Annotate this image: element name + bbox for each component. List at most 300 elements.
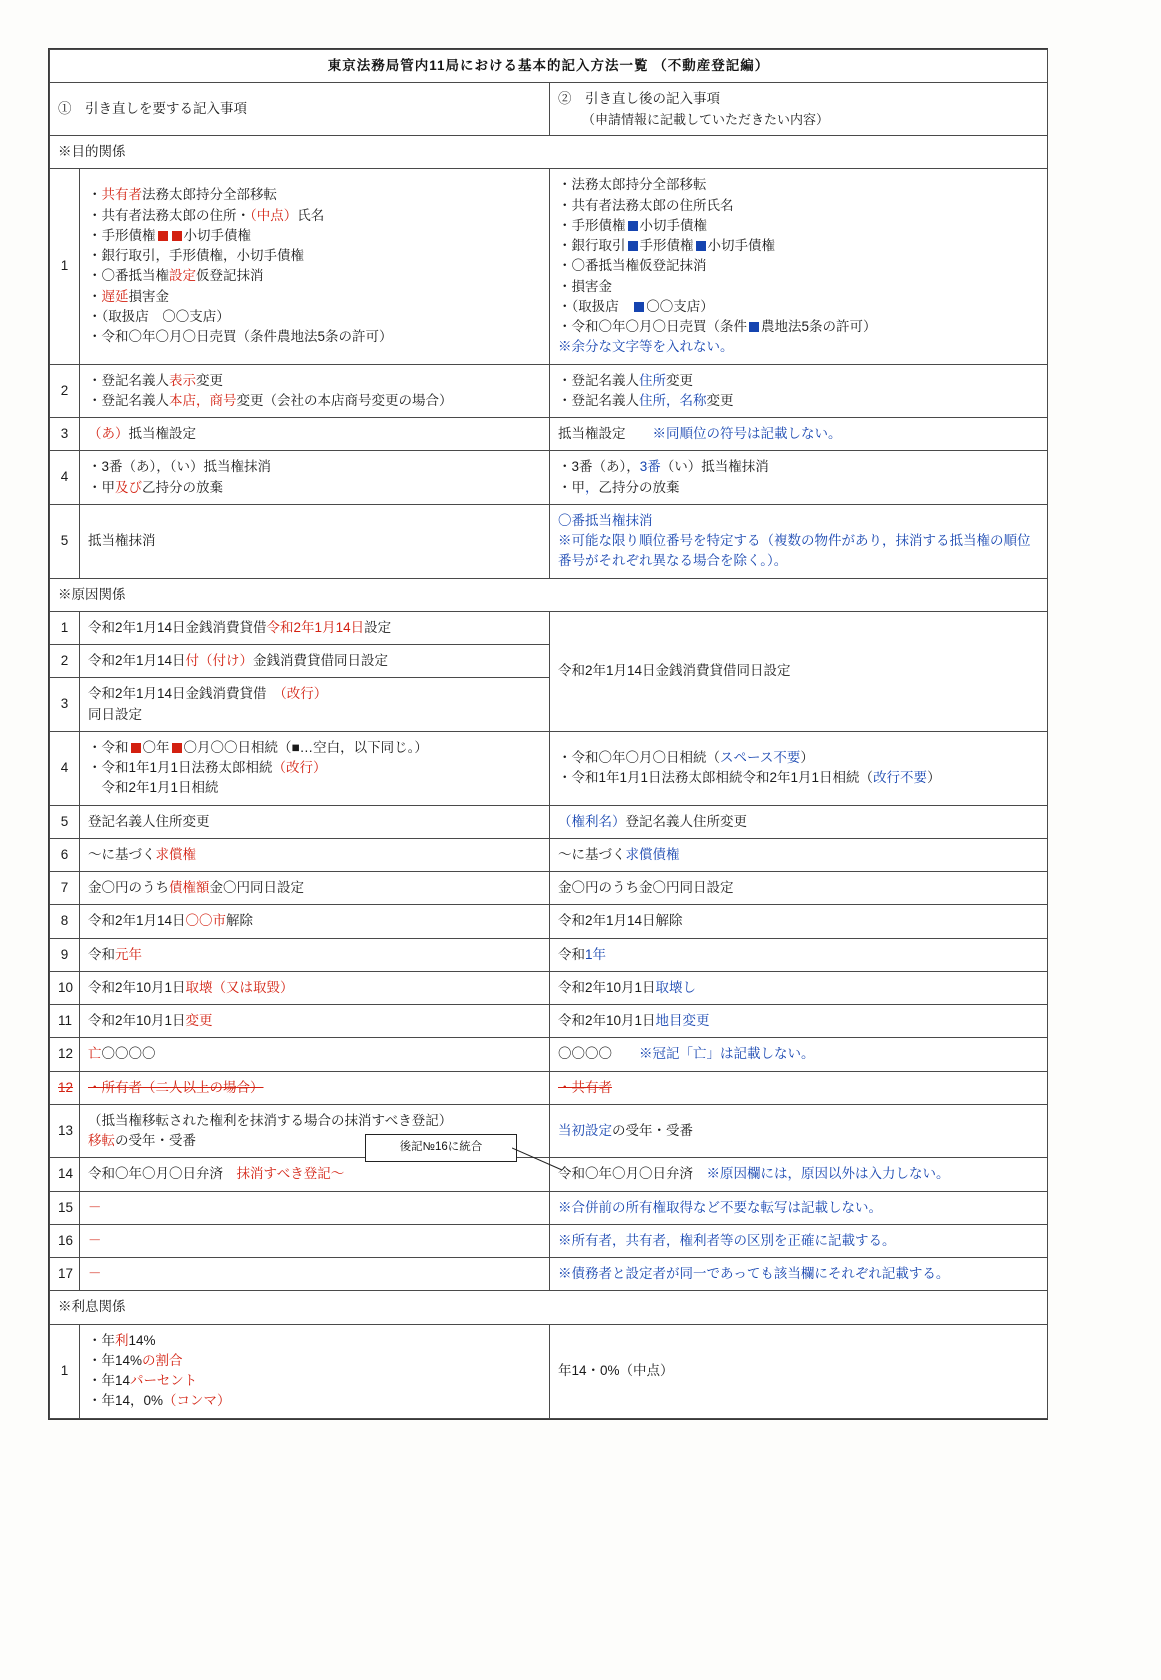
text-line: [88, 478, 541, 498]
cell-original-entry: [80, 971, 550, 1004]
text-block: [558, 1264, 1039, 1284]
red-square-marker: [172, 231, 182, 241]
text-run: ※同順位の符号は記載しない。: [652, 426, 842, 441]
text-line: [88, 206, 541, 226]
text-line: [88, 531, 541, 551]
row-number: 16: [50, 1224, 80, 1257]
text-block: [558, 1231, 1039, 1251]
cell-original-entry: [80, 1191, 550, 1224]
text-run: スペース不要: [720, 749, 801, 765]
text-block: [88, 424, 541, 444]
text-run: ・年14%: [88, 1352, 143, 1368]
text-line: [88, 371, 541, 391]
cell-original-entry: [80, 1224, 550, 1257]
text-run: 登記名義人住所変更: [625, 813, 747, 829]
cell-original-entry: [80, 169, 550, 364]
text-block: [558, 511, 1039, 572]
text-run: 登記名義人住所変更: [88, 813, 210, 829]
blue-square-marker: [628, 241, 638, 251]
text-line: [88, 738, 541, 758]
row-number: 10: [50, 971, 80, 1004]
text-run: 抵当権設定: [558, 426, 653, 441]
red-square-marker: [131, 743, 141, 753]
cell-corrected-entry: [550, 418, 1048, 451]
text-line: [558, 1164, 1039, 1184]
text-line: [88, 845, 541, 865]
text-line: [558, 371, 1039, 391]
section-header-row: [50, 136, 1048, 169]
text-run: （い）抵当権抹消: [660, 459, 769, 475]
cell-corrected-entry: [550, 1224, 1048, 1257]
text-block: [558, 1198, 1039, 1218]
text-line: [88, 758, 541, 778]
text-run: （中点）: [250, 207, 298, 223]
text-line: [558, 812, 1039, 832]
text-line: [558, 845, 1039, 865]
text-line: [558, 391, 1039, 411]
cell-corrected-entry: [550, 611, 1048, 731]
text-block: [88, 1078, 541, 1098]
text-run: 1年: [585, 946, 607, 962]
text-run: 仮登記抹消: [196, 268, 264, 284]
text-run: ※原因欄には，原因以外は入力しない。: [706, 1166, 950, 1182]
text-line: [88, 457, 541, 477]
text-line: [558, 768, 1039, 788]
table-row: [50, 1038, 1048, 1071]
text-run: 令和2年10月1日: [558, 1013, 656, 1028]
table-row: [50, 905, 1048, 938]
text-run: ・共有者法務太郎の住所氏名: [558, 197, 734, 213]
text-run: （あ）: [88, 426, 129, 441]
text-run: ）: [800, 749, 814, 765]
text-block: [88, 1264, 541, 1284]
text-block: [88, 1011, 541, 1031]
text-run: 共有者: [101, 187, 142, 203]
text-run: （コンマ）: [163, 1393, 231, 1409]
text-line: [88, 1331, 541, 1351]
text-block: [558, 945, 1039, 965]
text-line: [558, 1361, 1039, 1381]
text-block: [558, 978, 1039, 998]
text-block: [88, 1231, 541, 1251]
text-line: [88, 1011, 541, 1031]
text-block: [558, 175, 1039, 357]
text-run: 令和2年1月1日相続: [88, 780, 219, 796]
cell-original-entry: [80, 504, 550, 578]
text-line: [558, 1198, 1039, 1218]
table-row: [50, 418, 1048, 451]
row-number: 15: [50, 1191, 80, 1224]
text-run: ・銀行取引: [558, 238, 626, 253]
text-block: [88, 185, 541, 347]
text-run: ・年14，0%: [88, 1393, 164, 1409]
text-block: [88, 457, 541, 498]
table-row: [50, 731, 1048, 805]
text-block: [88, 371, 541, 412]
text-block: [88, 618, 541, 638]
text-run: 求償権: [155, 846, 196, 862]
text-run: ～に基づく: [558, 846, 626, 862]
cell-original-entry: [80, 418, 550, 451]
table-row: [50, 169, 1048, 364]
cell-corrected-entry: [550, 1104, 1048, 1158]
text-run: 3番: [639, 459, 661, 475]
row-number: 4: [50, 451, 80, 505]
cell-corrected-entry: [550, 451, 1048, 505]
text-line: [558, 748, 1039, 768]
cell-original-entry: [80, 451, 550, 505]
text-line: [88, 185, 541, 205]
text-run: ・甲: [558, 479, 585, 495]
text-run: 小切手債権: [639, 217, 707, 233]
text-run: ※冠記「亡」は記載しない。: [639, 1046, 815, 1062]
text-run: 同日設定: [88, 706, 142, 722]
row-number: 6: [50, 838, 80, 871]
cell-original-entry: [80, 838, 550, 871]
text-line: [558, 175, 1039, 195]
text-line: [558, 236, 1039, 256]
page-title: 東京法務局管内11局における基本的記入方法一覧 （不動産登記編）: [50, 50, 1048, 83]
text-run: ・3番（あ），: [558, 459, 640, 475]
text-line: [558, 1231, 1039, 1251]
table-row: [50, 971, 1048, 1004]
section-title: ※目的関係: [50, 136, 1048, 169]
section-header-row: [50, 1291, 1048, 1324]
text-line: [88, 812, 541, 832]
text-run: 14%: [128, 1332, 156, 1348]
text-line: [88, 1264, 541, 1284]
document-sheet: [48, 48, 1048, 1420]
text-block: [88, 812, 541, 832]
text-run: ・甲: [88, 479, 115, 495]
text-run: 金〇円同日設定: [209, 880, 304, 895]
text-run: 乙持分の放棄: [598, 479, 680, 495]
text-block: [88, 978, 541, 998]
row-number: 2: [50, 364, 80, 418]
text-line: [558, 337, 1039, 357]
text-line: [88, 1391, 541, 1411]
text-line: [88, 424, 541, 444]
text-line: [558, 478, 1039, 498]
cell-original-entry: [80, 938, 550, 971]
text-line: [558, 1078, 1039, 1098]
text-run: 住所: [639, 372, 666, 388]
text-run: 改行不要: [873, 770, 928, 786]
table-row: [50, 872, 1048, 905]
text-run: ・手形債権: [88, 227, 156, 243]
text-run: 小切手債権: [707, 238, 775, 253]
text-line: [88, 1371, 541, 1391]
text-line: [558, 945, 1039, 965]
text-run: 〇〇支店）: [646, 298, 714, 314]
cell-original-entry: [80, 1258, 550, 1291]
text-run: ※所有者，共有者，権利者等の区別を正確に記載する。: [558, 1232, 896, 1248]
text-run: 変更: [706, 392, 734, 408]
cell-corrected-entry: [550, 838, 1048, 871]
text-run: ・共有者: [558, 1079, 612, 1095]
text-run: 氏名: [297, 207, 325, 223]
text-run: 債権額: [169, 880, 210, 895]
table-row: [50, 938, 1048, 971]
row-number: 1: [50, 1324, 80, 1418]
text-run: ・年14: [88, 1373, 131, 1388]
text-run: 令和2年1月14日: [88, 913, 186, 929]
text-run: （改行）: [280, 686, 328, 702]
text-run: 利: [115, 1332, 129, 1348]
cell-original-entry: [80, 645, 550, 678]
text-run: の受年・受番: [115, 1133, 196, 1148]
text-line: [558, 297, 1039, 317]
text-run: 亡: [88, 1046, 102, 1062]
text-run: 本店，商号: [169, 392, 237, 408]
text-run: 令和2年10月1日: [88, 979, 186, 995]
text-block: [558, 424, 1039, 444]
text-run: ・年: [88, 1332, 115, 1348]
cell-corrected-entry: [550, 938, 1048, 971]
text-run: 令和〇年〇月〇日弁済: [558, 1166, 707, 1182]
text-block: [558, 371, 1039, 412]
text-run: 令和〇年〇月〇日弁済: [88, 1166, 237, 1182]
table-row: [50, 1005, 1048, 1038]
text-line: [558, 196, 1039, 216]
text-line: [558, 457, 1039, 477]
text-run: ・令和: [88, 739, 129, 755]
row-number: 5: [50, 805, 80, 838]
text-run: ・: [88, 288, 102, 304]
red-square-marker: [172, 743, 182, 753]
text-run: 変更: [185, 1013, 213, 1028]
cell-original-entry: [80, 678, 550, 732]
blue-square-marker: [696, 241, 706, 251]
text-run: －: [88, 1232, 102, 1248]
text-run: ・所有者（二人以上の場合）: [88, 1079, 264, 1095]
text-run: ・令和1年1月1日法務太郎相続令和2年1月1日相続（: [558, 770, 874, 786]
cell-corrected-entry: [550, 805, 1048, 838]
text-line: [88, 618, 541, 638]
column-header-1: ① 引き直しを要する記入事項: [50, 83, 550, 136]
text-run: 移転: [88, 1133, 115, 1148]
row-number: 13: [50, 1104, 80, 1158]
text-run: 令和2年1月14日金銭消費貸借同日設定: [558, 663, 791, 679]
section-header-row: [50, 578, 1048, 611]
table-row: [50, 1258, 1048, 1291]
row-number: 2: [50, 645, 80, 678]
text-line: [88, 1164, 541, 1184]
text-block: [558, 1361, 1039, 1381]
text-run: 〇番抵当権抹消: [558, 512, 653, 528]
text-line: [88, 911, 541, 931]
table-row: [50, 805, 1048, 838]
cell-original-entry: [80, 611, 550, 644]
text-line: [558, 511, 1039, 531]
text-block: [88, 651, 541, 671]
text-line: [558, 1011, 1039, 1031]
text-run: ■: [291, 739, 300, 755]
text-run: ，: [585, 479, 599, 495]
text-line: [88, 778, 541, 798]
text-run: 年14・0%（中点）: [558, 1362, 674, 1378]
text-run: 元年: [115, 946, 142, 962]
table-row: [50, 1224, 1048, 1257]
callout-note: 後記№16に統合: [365, 1134, 517, 1162]
text-line: [88, 1231, 541, 1251]
row-number: 7: [50, 872, 80, 905]
text-block: [88, 845, 541, 865]
text-line: [558, 551, 1039, 571]
text-run: 手形債権: [639, 238, 694, 253]
text-run: ※余分な文字等を入れない。: [558, 339, 734, 355]
text-run: 番号がそれぞれ異なる場合を除く。）。: [558, 553, 788, 569]
text-run: 〇〇〇〇: [558, 1046, 639, 1062]
text-run: ・手形債権: [558, 217, 626, 233]
text-block: [88, 531, 541, 551]
cell-corrected-entry: [550, 169, 1048, 364]
text-block: [558, 1164, 1039, 1184]
text-run: ※債務者と設定者が同一であっても該当欄にそれぞれ記載する。: [558, 1266, 950, 1281]
text-line: [88, 307, 541, 327]
text-run: 〇月〇〇日相続（: [183, 739, 292, 755]
text-run: ・法務太郎持分全部移転: [558, 177, 707, 193]
table-row: [50, 451, 1048, 505]
text-run: ・令和1年1月1日法務太郎相続: [88, 760, 273, 775]
cell-corrected-entry: [550, 731, 1048, 805]
text-run: ・登記名義人: [558, 392, 639, 408]
row-number: 14: [50, 1158, 80, 1191]
text-line: [88, 1351, 541, 1371]
text-run: 法務太郎持分全部移転: [142, 187, 277, 203]
text-line: [88, 327, 541, 347]
text-run: ～に基づく: [88, 846, 156, 862]
text-block: [558, 661, 1039, 681]
text-block: [558, 878, 1039, 898]
text-line: [558, 911, 1039, 931]
table-row: [50, 1324, 1048, 1418]
cell-corrected-entry: [550, 364, 1048, 418]
row-number: 8: [50, 905, 80, 938]
text-line: [558, 1121, 1039, 1141]
row-number: 3: [50, 678, 80, 732]
text-block: [88, 911, 541, 931]
text-block: [88, 1198, 541, 1218]
cell-original-entry: [80, 364, 550, 418]
text-line: [558, 216, 1039, 236]
text-run: （抵当権移転された権利を抹消する場合の抹消すべき登記）: [88, 1112, 453, 1128]
blue-square-marker: [634, 302, 644, 312]
cell-corrected-entry: [550, 1191, 1048, 1224]
text-run: パーセント: [130, 1373, 198, 1388]
text-run: の受年・受番: [612, 1122, 693, 1138]
text-run: 地目変更: [655, 1013, 710, 1028]
text-run: ・登記名義人: [88, 392, 169, 408]
text-run: 令和2年1月14日: [88, 653, 186, 668]
text-line: [88, 878, 541, 898]
row-number: 12: [50, 1071, 80, 1104]
cell-original-entry: [80, 1038, 550, 1071]
text-run: 遅延: [101, 288, 129, 304]
text-run: ・（取扱店 〇〇支店）: [88, 308, 230, 324]
title-row: [50, 50, 1048, 83]
text-block: [558, 812, 1039, 832]
text-run: （権利名）: [558, 813, 626, 829]
text-line: [88, 266, 541, 286]
text-block: [88, 1331, 541, 1412]
text-run: 変更: [666, 372, 693, 388]
text-run: 設定: [364, 619, 392, 635]
row-number: 11: [50, 1005, 80, 1038]
text-line: [558, 1264, 1039, 1284]
text-run: 〇〇〇〇: [101, 1046, 156, 1062]
column-header-2: [550, 83, 1048, 136]
section-title: ※利息関係: [50, 1291, 1048, 1324]
text-run: 令和2年1月14日金銭消費貸借: [88, 686, 281, 702]
table-row: [50, 364, 1048, 418]
text-run: ・登記名義人: [88, 372, 169, 388]
text-run: 変更（会社の本店商号変更の場合）: [236, 392, 453, 408]
table-row: [50, 838, 1048, 871]
text-run: ※可能な限り順位番号を特定する（複数の物件があり，抹消する抵当権の順位: [558, 533, 1031, 548]
text-run: 農地法5条の許可）: [761, 319, 877, 334]
text-block: [88, 1044, 541, 1064]
text-line: [88, 684, 541, 704]
text-run: 〇〇市: [185, 913, 227, 929]
text-block: [88, 684, 541, 725]
cell-corrected-entry: [550, 1158, 1048, 1191]
cell-corrected-entry: [550, 1258, 1048, 1291]
cell-corrected-entry: [550, 1324, 1048, 1418]
text-block: [558, 1078, 1039, 1098]
row-number: 5: [50, 504, 80, 578]
callout-leader-line: [512, 1146, 564, 1172]
text-block: [558, 1011, 1039, 1031]
text-line: [558, 424, 1039, 444]
text-block: [558, 911, 1039, 931]
text-line: [88, 1078, 541, 1098]
table-row: [50, 504, 1048, 578]
text-run: ・損害金: [558, 278, 612, 294]
cell-corrected-entry: [550, 872, 1048, 905]
row-number: 4: [50, 731, 80, 805]
text-line: [88, 1111, 541, 1131]
text-run: ・銀行取引，手形債権，小切手債権: [88, 248, 304, 264]
text-run: 住所，名称: [639, 392, 707, 408]
text-line: [558, 978, 1039, 998]
text-run: 取壊（又は取毀）: [185, 979, 294, 995]
text-line: [558, 531, 1039, 551]
text-line: [88, 287, 541, 307]
column-header-2-sub: （申請情報に記載していただきたい内容）: [582, 111, 830, 127]
text-line: [558, 277, 1039, 297]
text-line: [558, 661, 1039, 681]
text-run: －: [88, 1199, 102, 1215]
red-square-marker: [158, 231, 168, 241]
text-run: 取壊し: [655, 979, 697, 995]
cell-original-entry: [80, 1005, 550, 1038]
cell-original-entry: [80, 905, 550, 938]
table-row: [50, 1191, 1048, 1224]
row-number: 3: [50, 418, 80, 451]
text-run: ・令和〇年〇月〇日相続（: [558, 749, 720, 765]
text-block: [88, 878, 541, 898]
text-block: [558, 748, 1039, 789]
table-row: [50, 611, 1048, 644]
text-block: [88, 1164, 541, 1184]
cell-corrected-entry: [550, 1005, 1048, 1038]
text-line: [88, 391, 541, 411]
section-title: ※原因関係: [50, 578, 1048, 611]
text-run: 表示: [169, 372, 196, 388]
text-block: [558, 1044, 1039, 1064]
cell-corrected-entry: [550, 971, 1048, 1004]
